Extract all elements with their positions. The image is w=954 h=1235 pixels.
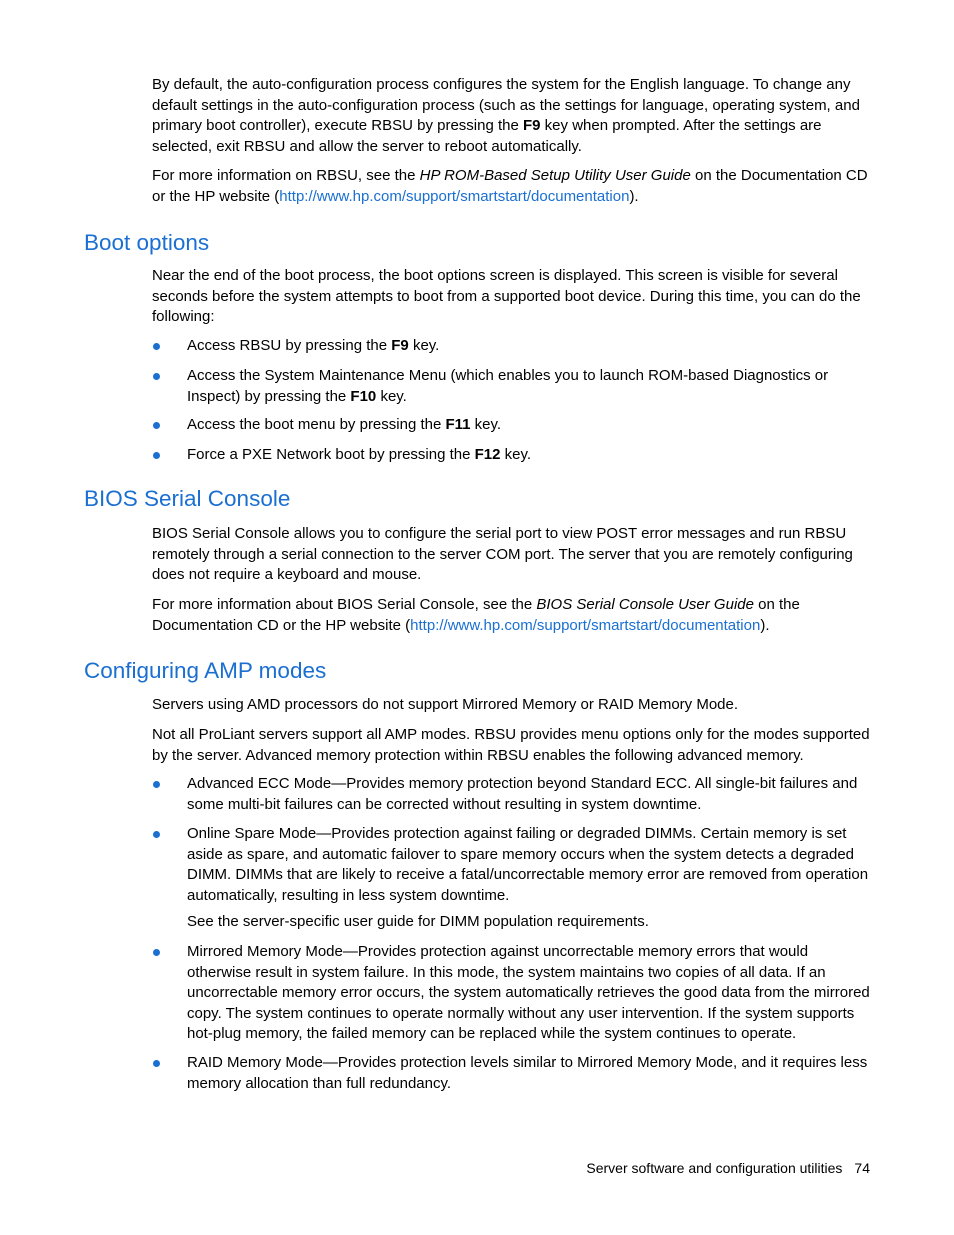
bios-paragraph-2 — [152, 595, 872, 636]
boot-options-intro — [152, 266, 872, 328]
text-run: Force a PXE Network boot by pressing the — [187, 446, 475, 463]
bios-intro — [152, 524, 872, 586]
bullet-icon — [153, 781, 160, 788]
list-item — [152, 1053, 872, 1094]
bullet-icon — [153, 343, 160, 350]
online-spare-note — [187, 912, 872, 933]
guide-title: HP ROM-Based Setup Utility User Guide — [419, 167, 691, 184]
amp-modes-heading: Configuring AMP modes — [84, 658, 327, 683]
text-run: on the Documentation CD or the HP website ( — [152, 167, 868, 205]
intro-paragraph-2 — [152, 166, 872, 207]
key-name: F9 — [391, 337, 409, 354]
key-name: F11 — [445, 416, 471, 433]
boot-options-paragraph: Near the end of the boot process, the boot options screen is displayed. This screen is visible for several seconds before the system attempts to boot from a supported boot device. During this time, you can do the following: — [152, 267, 861, 326]
text-run: For more information on RBSU, see the — [152, 167, 420, 184]
boot-options-heading: Boot options — [84, 230, 210, 255]
list-item — [152, 336, 872, 357]
amp-modes-list — [152, 824, 872, 906]
text-run: key when prompted. After the settings are selected, exit RBSU and allow the server to reboot automatically. — [152, 117, 822, 155]
text-run: on the Documentation CD or the HP website ( — [152, 596, 800, 634]
text-run: key. — [470, 416, 502, 433]
key-name: F10 — [350, 387, 377, 405]
text-run: Mirrored Memory Mode—Provides protection against uncorrectable memory errors that would otherwise result in system failure. In this mode, the system maintains two copies of all data. If an uncorrectable memory error occurs, the system automatically retrieves the good data from the mirrored copy. The system continues to operate normally without any user intervention. If the system supports hot-plug memory, the failed memory can be replaced while the system continues to operate. — [187, 943, 870, 1043]
amp-modes-list — [152, 942, 872, 1045]
bios-more-info — [152, 595, 872, 636]
amp-paragraph-1: Servers using AMD processors do not support Mirrored Memory or RAID Memory Mode. — [152, 696, 739, 713]
text-run: Access the boot menu by pressing the — [187, 416, 446, 433]
list-item — [152, 824, 872, 906]
bullet-icon — [153, 831, 160, 838]
text-run: ). — [629, 187, 639, 205]
amp-paragraph-2: Not all ProLiant servers support all AMP modes. RBSU provides menu options only for the modes supported by the server. Advanced memory protection within RBSU enables the following advanced memory. — [152, 726, 870, 764]
boot-options-list — [152, 336, 872, 357]
list-item — [152, 445, 872, 466]
bios-paragraph-1: BIOS Serial Console allows you to configure the serial port to view POST error messages and run RBSU remotely through a serial connection to the server COM port. The server that you are remotely configuring does not require a keyboard and mouse. — [152, 525, 853, 584]
key-name: F9 — [523, 117, 541, 135]
text-run: RAID Memory Mode—Provides protection levels similar to Mirrored Memory Mode, and it requires less memory allocation than full redundancy. — [187, 1054, 868, 1092]
bullet-icon — [153, 1060, 160, 1067]
bullet-icon — [153, 422, 160, 429]
documentation-link[interactable]: http://www.hp.com/support/smartstart/documentation — [410, 616, 761, 634]
note-text: See the server-specific user guide for DIMM population requirements. — [187, 913, 649, 930]
bios-serial-console-heading: BIOS Serial Console — [84, 486, 291, 511]
intro-more-info — [152, 166, 872, 207]
intro-paragraph-1 — [152, 75, 872, 157]
footer-section-title: Server software and configuration utilities — [586, 1160, 843, 1176]
list-item — [152, 366, 872, 407]
intro-section — [152, 75, 872, 157]
page-number: 74 — [854, 1160, 870, 1176]
text-run: Online Spare Mode—Provides protection against failing or degraded DIMMs. Certain memory is set aside as spare, and automatic failover to spare memory occurs when the system detects a degraded DIMM. DIMMs that are likely to receive a fatal/uncorrectable memory error are removed from operation automatically, resulting in less system downtime. — [187, 825, 869, 904]
page-footer — [586, 1158, 870, 1178]
key-name: F12 — [474, 446, 501, 463]
text-run: Access RBSU by pressing the — [187, 337, 392, 354]
text-run: Access the System Maintenance Menu (which enables you to launch ROM-based Diagnostics or Inspect) by pressing the — [187, 367, 829, 405]
text-run: Advanced ECC Mode—Provides memory protection beyond Standard ECC. All single-bit failures and some multi-bit failures can be corrected without resulting in system downtime. — [187, 775, 858, 813]
text-run: ). — [760, 616, 770, 634]
amp-modes-list — [152, 1053, 872, 1094]
text-run: key. — [408, 337, 440, 354]
documentation-link[interactable]: http://www.hp.com/support/smartstart/documentation — [279, 187, 630, 205]
guide-title: BIOS Serial Console User Guide — [536, 596, 754, 613]
boot-options-list — [152, 415, 872, 436]
text-run: key. — [376, 387, 407, 405]
amp-intro — [152, 695, 872, 716]
list-item — [152, 774, 872, 815]
amp-description — [152, 725, 872, 766]
boot-options-list — [152, 445, 872, 466]
bullet-icon — [153, 452, 160, 459]
list-item — [152, 415, 872, 436]
bullet-icon — [153, 373, 160, 380]
text-run: By default, the auto-configuration process configures the system for the English language. To change any default settings in the auto-configuration process (such as the settings for language, operating system, and primary boot controller), execute RBSU by pressing the — [152, 76, 860, 135]
bullet-icon — [153, 949, 160, 956]
amp-modes-list — [152, 774, 872, 815]
list-item — [152, 942, 872, 1045]
text-run: For more information about BIOS Serial Console, see the — [152, 596, 537, 613]
text-run: key. — [500, 446, 532, 463]
boot-options-list — [152, 366, 872, 407]
